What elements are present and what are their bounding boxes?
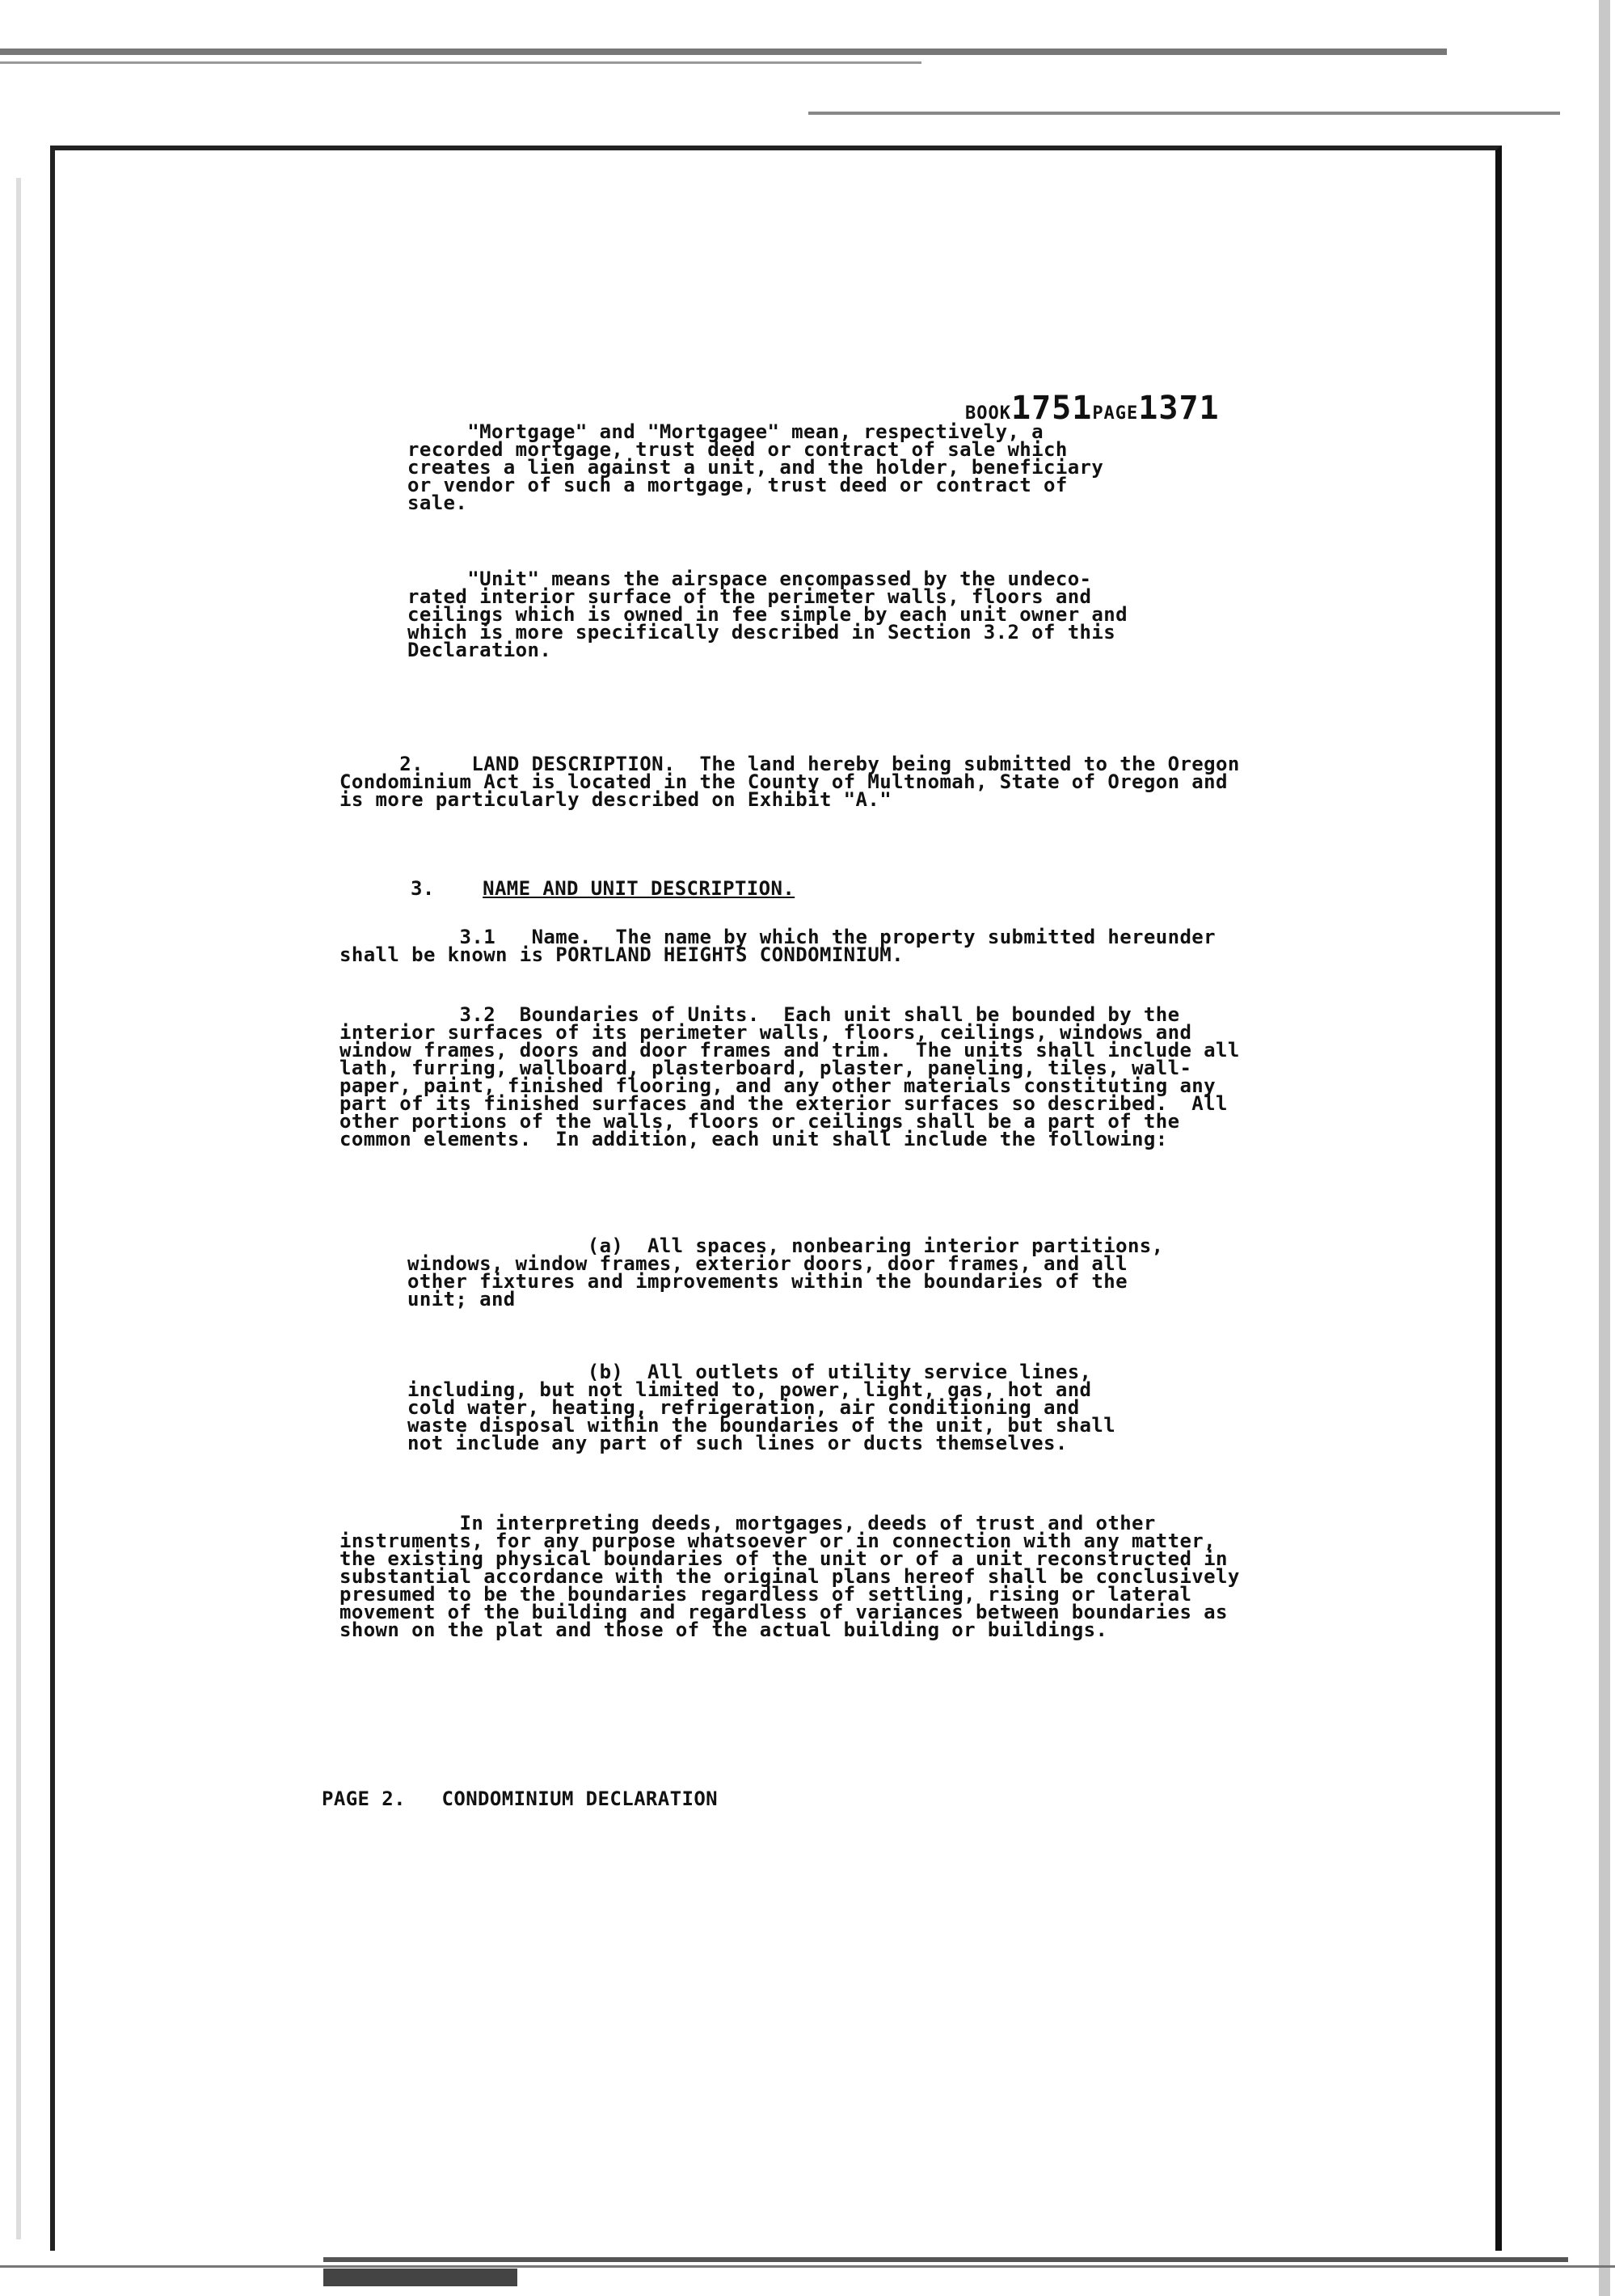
interpreting-paragraph: In interpreting deeds, mortgages, deeds of trust and other instruments, for any purpose whatsoever or in connection with any matter, the existing physical boundaries of the unit or of a unit reconstructed in substantial accordance with the original plans hereof shall be conclusively presumed to be the boundaries regardless of settling, rising or lateral movement of the building and regardless of variances between boundaries as shown on the plat and those of the actual building or buildings.: [339, 1512, 1240, 1641]
scan-artifact-bottom: [323, 2269, 517, 2286]
section-3-title: NAME AND UNIT DESCRIPTION.: [483, 877, 795, 900]
item-a: (a) All spaces, nonbearing interior partitions, windows, window frames, exterior doors, door frames, and all other fixtures and improvements within the boundaries of the unit; and: [407, 1235, 1164, 1310]
page-footer: PAGE 2. CONDOMINIUM DECLARATION: [322, 1787, 719, 1810]
land-description-paragraph: 2. LAND DESCRIPTION. The land hereby being submitted to the Oregon Condominium Act is located in the County of Multnomah, State of Oregon and is more particularly described on Exhibit "A.": [339, 753, 1240, 811]
scan-artifact-bottom: [323, 2257, 1568, 2262]
name-paragraph: 3.1 Name. The name by which the property submitted hereunder shall be known is PORTLAND HEIGHTS CONDOMINIUM.: [339, 926, 1216, 966]
boundaries-paragraph: 3.2 Boundaries of Units. Each unit shall be bounded by the interior surfaces of its perimeter walls, floors, ceilings, windows and window frames, doors and door frames and trim. The units shall include all lath, furring, wallboard, plasterboard, plaster, paneling, tiles, wall- paper, paint, finished flooring, and any other materials constituting any part of its finished surfaces and the exterior surfaces so described. All other portions of the walls, floors or ceilings shall be a part of the common elements. In addition, each unit shall include the following:: [339, 1003, 1240, 1150]
scan-artifact-edge: [16, 178, 21, 2239]
scan-artifact-top: [808, 112, 1560, 115]
mortgage-definition: "Mortgage" and "Mortgagee" mean, respectively, a recorded mortgage, trust deed or contract of sale which creates a lien against a unit, and the holder, beneficiary or vendor of such a mortgage, trust deed or contract of sale.: [407, 420, 1104, 514]
scan-artifact-edge: [1599, 0, 1610, 2296]
section-3-heading: [411, 877, 795, 900]
section-3-number: 3.: [411, 877, 435, 900]
unit-definition: "Unit" means the airspace encompassed by the undeco- rated interior surface of the perimeter walls, floors and ceilings which is owned in fee simple by each unit owner and which is more specifically described in Section 3.2 of this Declaration.: [407, 568, 1128, 661]
page-number: 1371: [1138, 390, 1220, 427]
book-label: BOOK: [965, 403, 1011, 424]
page-label: PAGE: [1092, 403, 1139, 424]
item-b: (b) All outlets of utility service lines, including, but not limited to, power, light, gas, hot and cold water, heating, refrigeration, air conditioning and waste disposal within the boundaries of the unit, but shall not include any part of such lines or ducts themselves.: [407, 1361, 1116, 1454]
scan-artifact-top: [0, 49, 1447, 55]
scan-artifact-bottom: [0, 2265, 1615, 2268]
book-number: 1751: [1010, 390, 1093, 427]
scan-artifact-top: [0, 61, 921, 64]
